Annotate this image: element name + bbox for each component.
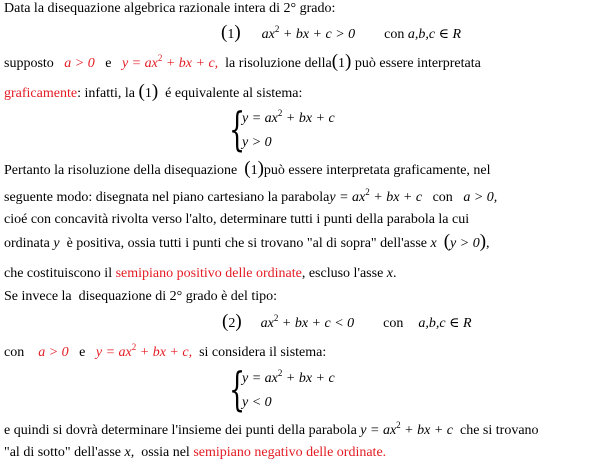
system-1-brace: { xyxy=(229,102,246,156)
cond-a-positive-2: a > 0 xyxy=(38,345,69,360)
semipiano-positivo-red: semipiano positivo delle ordinate xyxy=(115,266,302,281)
line-ordinata: ordinata y è positiva, ossia tutti i punti che si trovano "al di sopra" dell'asse x (y > 0), xyxy=(4,231,490,252)
line-pertanto: Pertanto la risoluzione della disequazione (1)può essere interpretata graficamente, nel xyxy=(4,158,491,179)
equation-2: (2) $ax^2$ + bx + c < 0 con a,b,c ∈ R xyxy=(222,311,472,332)
line-al-di-sotto: "al di sotto" dell'asse x, ossia nel semipiano negativo delle ordinate. xyxy=(4,445,387,460)
line-graficamente: graficamente: infatti, la (1) é equivalente al sistema: xyxy=(4,81,303,102)
line-concavita: cioé con concavità rivolta verso l'alto, determinare tutti i punti della parabola la cui xyxy=(4,212,470,227)
eq2-number: 2 xyxy=(228,316,236,331)
system-1-row-2: y > 0 xyxy=(242,135,272,150)
line-con: con a > 0 e $y = ax^2$ + bx + c, si considera il sistema: xyxy=(4,342,327,360)
intro-line xyxy=(4,0,335,18)
eq1-expression-b: + bx + c > 0 xyxy=(279,27,356,42)
eq1-vars: a,b,c ∈ R xyxy=(407,27,462,42)
line-supposto: supposto a > 0 e $y = ax^2$ + bx + c, la risoluzione della(1) può essere interpretata xyxy=(4,51,481,72)
parabola-red-b: + bx + c, xyxy=(162,56,219,71)
semipiano-negativo-red: semipiano negativo delle ordinate. xyxy=(193,445,387,460)
parabola-red-2a: y = ax xyxy=(95,345,132,360)
system-1-row-1: $y = ax^2$ + bx + c xyxy=(242,108,335,126)
parabola-red-2b: + bx + c, xyxy=(136,345,193,360)
intro-text: Data la disequazione algebrica razionale intera di 2° grado: xyxy=(4,1,336,16)
line-quindi: e quindi si dovrà determinare l'insieme dei punti della parabola $y = ax^2$ + bx + c che si trovano xyxy=(4,420,539,438)
eq1-number: 1 xyxy=(227,27,235,42)
line-seguente: seguente modo: disegnata nel piano cartesiano la parabolay = $ax^2$ + bx + c con a > 0, xyxy=(4,187,498,205)
line-se-invece: Se invece la disequazione di 2° grado è del tipo: xyxy=(4,289,278,304)
line-costituiscono: che costituiscono il semipiano positivo delle ordinate, escluso l'asse x. xyxy=(4,266,397,281)
eq1-expression-a: ax xyxy=(261,27,275,42)
system-2-row-1: $y = ax^2$ + bx + c xyxy=(242,368,335,386)
graficamente-red: graficamente xyxy=(4,86,78,101)
parabola-red-a: y = ax xyxy=(121,56,158,71)
equation-1: (1) $ax^2$ + bx + c > 0 con a,b,c ∈ R xyxy=(221,22,462,43)
system-2-row-2: y < 0 xyxy=(242,395,272,410)
eq1-con: con xyxy=(384,27,405,42)
cond-a-positive: a > 0 xyxy=(64,56,95,71)
system-2-brace: { xyxy=(229,362,246,416)
